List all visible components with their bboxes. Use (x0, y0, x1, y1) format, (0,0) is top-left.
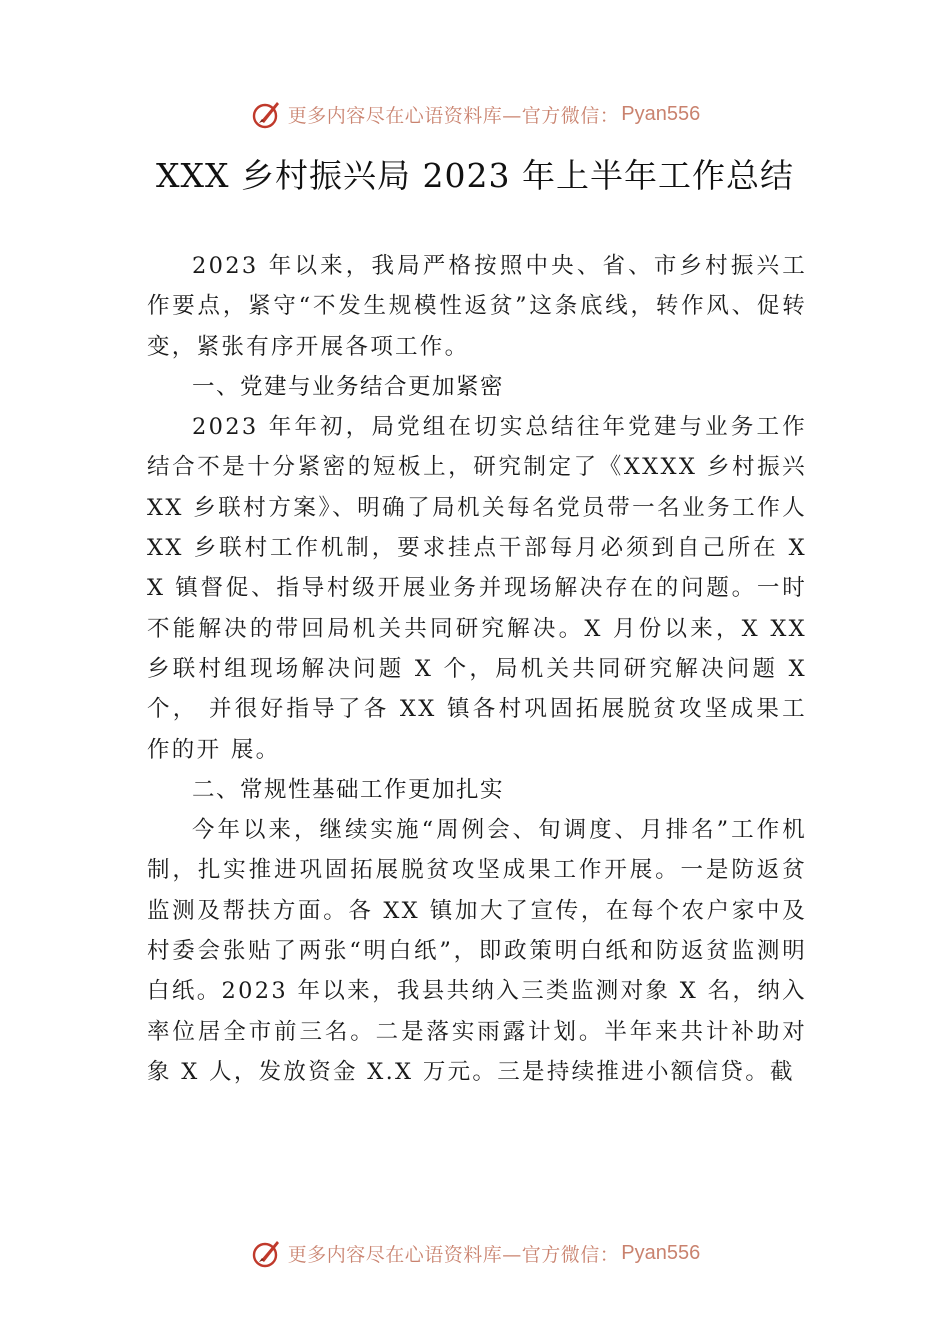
section-heading-2: 二、常规性基础工作更加扎实 (192, 776, 505, 803)
quill-logo-icon (250, 97, 284, 131)
watermark-footer (0, 1233, 950, 1273)
intro-paragraph: 2023 年以来，我局严格按照中央、省、市乡村振兴工作要点，紧守“不发生规模性返贫”这条底线，转作风、促转变，紧张有序开展各项工作。 (147, 253, 807, 360)
watermark-text: 更多内容尽在心语资料库—官方微信： (287, 1243, 620, 1266)
watermark-header (0, 94, 950, 134)
document-body (147, 246, 807, 1092)
section-1-paragraph: 2023 年年初，局党组在切实总结往年党建与业务工作结合不是十分紧密的短板上，研究制定了《XXXX 乡村振兴 XX 乡联村方案》、明确了局机关每名党员带一名业务工作人 XX 乡联村工作机制，要求挂点干部每月必须到自己所在 XX 镇督促、指导村级开展业务并现场解决存在的问题。一时不能解决的带回局机关共同研究解决。X 月份以来，X XX 乡联村组现场解决问题 X 个，局机关共同研究解决问题 X 个， 并很好指导了各 XX 镇各村巩固拓展脱贫攻坚成果工作的开 展。 (147, 414, 807, 763)
watermark-wechat-id: Pyan556 (621, 102, 701, 125)
watermark-text: 更多内容尽在心语资料库—官方微信： (287, 104, 620, 127)
section-heading-1: 一、党建与业务结合更加紧密 (192, 373, 505, 400)
quill-logo-icon (250, 1236, 284, 1270)
document-title: XXX 乡村振兴局 2023 年上半年工作总结 (156, 156, 794, 195)
section-2-paragraph: 今年以来，继续实施“周例会、旬调度、月排名”工作机制，扎实推进巩固拓展脱贫攻坚成果工作开展。一是防返贫监测及帮扶方面。各 XX 镇加大了宣传，在每个农户家中及村委会张贴了两张“明白纸”，即政策明白纸和防返贫监测明白纸。2023 年以来，我县共纳入三类监测对象 X 名，纳入率位居全市前三名。二是落实雨露计划。半年来共计补助对象 X 人，发放资金 X.X 万元。三是持续推进小额信贷。截 (147, 817, 807, 1085)
watermark-wechat-id: Pyan556 (621, 1241, 701, 1264)
